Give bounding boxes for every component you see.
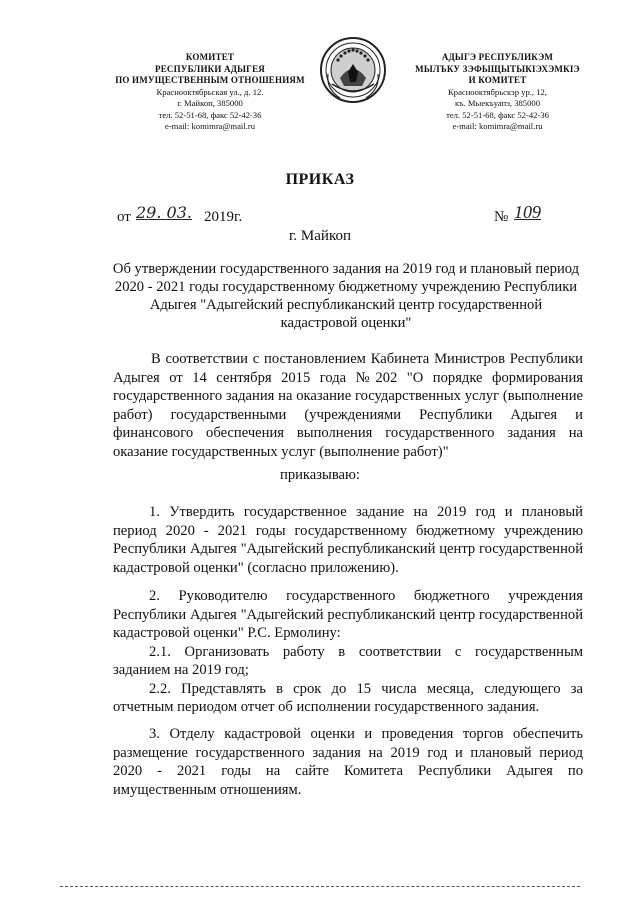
org-name-line: КОМИТЕТ [185, 52, 235, 62]
preamble-paragraph [113, 350, 583, 461]
document-city: г. Майкоп [288, 228, 352, 244]
order-item-2-2-text: 2.2. Представлять в срок до 15 числа месяца, следующего за отчетным периодом отчет об исполнении государственного задания. [113, 680, 583, 715]
org-phone: тел. 52-51-68, факс 52-42-36 [158, 109, 262, 120]
date-number-line [100, 202, 580, 230]
order-item-3 [113, 725, 583, 799]
org-email: e-mail: komimra@mail.ru [164, 121, 255, 131]
order-item-1 [113, 503, 583, 577]
org-name-line: АДЫГЭ РЕСПУБЛИКЭМ [441, 52, 554, 62]
org-name-line: МЫЛЪКУ ЗЭФЫЩЫТЫКІЭХЭМКІЭ [415, 63, 580, 74]
org-city: къ. Мыекъуапэ, 385000 [454, 98, 540, 108]
org-email: e-mail: komimra@mail.ru [452, 121, 543, 131]
order-item-2-text: 2. Руководителю государственного бюджетного учреждения Республики Адыгея "Адыгейский республиканский центр государственной кадастровой оценки" Р.С. Ермолину: [113, 588, 583, 641]
letterhead [0, 52, 640, 162]
order-item-2-1-text: 2.1. Организовать работу в соответствии с государственным заданием на 2019 год; [113, 643, 583, 678]
order-item-3-text: 3. Отделу кадастровой оценки и проведения торгов обеспечить размещение государственного задания на 2019 год и плановый период 2020 - 2021 годы на сайте Комитета Республики Адыгея по имущественным отношениям. [113, 726, 583, 798]
document-subject: Об утверждении государственного задания на 2019 год и плановый период 2020 - 2021 годы государственному бюджетному учреждению Республики Адыгея "Адыгейский республиканский центр государственной кадастровой оценки" [112, 261, 580, 331]
org-address: Краснооктябрьская ул., д. 12. [156, 86, 264, 97]
footer-divider [60, 886, 580, 888]
org-address: Краснооктябрьскэр ур., 12, [448, 86, 547, 97]
org-city: г. Майкоп, 385000 [177, 98, 243, 108]
number-prefix: № [494, 209, 509, 225]
adygea-coat-of-arms-icon [318, 34, 388, 110]
preamble-text: В соответствии с постановлением Кабинета Министров Республики Адыгея от 14 сентября 2015 года №202 "О порядке формирования государственного задания на оказание государственных услуг (выполнение работ) государственными (учреждениями Республики Адыгея и финансового обеспечения выполнения государственного задания на оказание государственных услуг (выполнение работ)" [113, 351, 583, 460]
order-word: приказываю: [280, 467, 360, 483]
date-year: 2019г. [204, 209, 243, 225]
org-name-line: РЕСПУБЛИКИ АДЫГЕЯ [155, 63, 265, 74]
document-title: ПРИКАЗ [285, 171, 355, 188]
date-handwritten: 29. 03. [136, 203, 192, 222]
number-handwritten: 109 [514, 202, 541, 222]
org-name-line: И КОМИТЕТ [468, 75, 527, 85]
letterhead-left-russian [100, 52, 320, 133]
org-phone: тел. 52-51-68, факс 52-42-36 [446, 109, 549, 120]
letterhead-right-adyghe [400, 52, 595, 133]
org-name-line: ПО ИМУЩЕСТВЕННЫМ ОТНОШЕНИЯМ [115, 75, 305, 85]
date-prefix: от [117, 209, 131, 225]
order-item-2 [113, 587, 583, 717]
order-item-1-text: 1. Утвердить государственное задание на 2019 год и плановый период 2020 - 2021 годы государственному бюджетному учреждению Республики Адыгея "Адыгейский республиканский центр государственной кадастровой оценки" (согласно приложению). [113, 504, 583, 576]
